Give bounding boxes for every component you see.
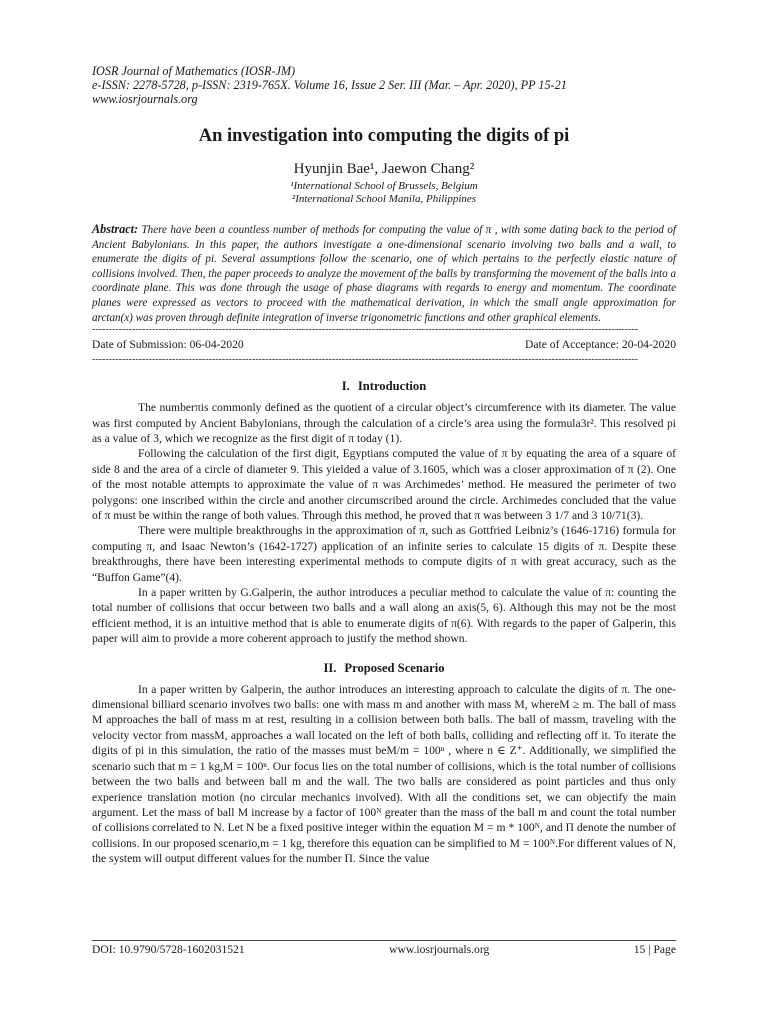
intro-paragraph-1: The numberπis commonly defined as the quotient of a circular object’s circumference with its diameter. The value was first computed by Ancient Babylonians, through the calculation of a circle’s area using the formula3r². This resolved pi as a value of 3, which we recognize as the first digit of π today (1). [92, 401, 676, 445]
abstract-text: There have been a countless number of methods for computing the value of π , with some dating back to the period of Ancient Babylonians. In this paper, the authors investigate a one-dimensional scenario involving two balls and a wall, to enumerate the digits of pi. Several assumptions follow the scenario, one of which pertains to the perfectly elastic nature of collisions involved. Then, the paper proceeds to analyze the movement of the balls by transforming the movement of the balls into a coordinate plane. This was done through the usage of phase diagrams with regards to energy and momentum. The coordinate planes were expressed as vectors to proceed with the mathematical derivation, in which the small angle approximation for arctan(x) was proven through definite integration of inverse trigonometric functions and other graphical elements. [92, 224, 676, 324]
dates-row [92, 338, 676, 352]
section-number: II. [323, 660, 337, 675]
page-footer [92, 940, 676, 956]
section-heading-proposed-scenario [92, 661, 676, 676]
date-submission: Date of Submission: 06-04-2020 [92, 338, 244, 352]
intro-paragraph-4: In a paper written by G.Galperin, the author introduces a peculiar method to calculate the value of π: counting the total number of collisions that occur between two balls and a wall along an axis(5, 6). Although this may not be the most efficient method, it is an intuitive method that is able to enumerate digits of π(6). With regards to the paper of Galperin, this paper will aim to provide a more coherent approach to justify the method shown. [92, 586, 676, 646]
abstract [92, 222, 676, 325]
scenario-paragraph-1: In a paper written by Galperin, the author introduces an interesting approach to calculate the digits of π. The one-dimensional billiard scenario involves two balls: one with mass m and another with mass M, whereM ≥ m. The ball of mass M approaches the ball of mass m at rest, resulting in a collision between both balls. The ball of massm, traveling with the velocity vector from massM, approaches a wall located on the left of both balls, colliding and reflecting off it. To iterate the digits of pi in this simulation, the ratio of the masses must beM/m = 100ⁿ , where n ∈ Z⁺. Additionally, we simplified the scenario such that m = 1 kg,M = 100ⁿ. Our focus lies on the total number of collisions, which is the total number of collisions between the two balls and between ball m and the wall. The two balls are considered as point particles and thus only experience translation motion (no circular mechanics involved). With all the conditions set, we can objectify the main argument. Let the mass of ball M increase by a factor of 100ᴺ greater than the mass of the ball m and count the total number of collisions correlated to N. Let N be a fixed positive integer within the equation M = m * 100ᴺ, and Π denote the number of collisions. In our proposed scenario,m = 1 kg, therefore this equation can be simplified to M = 100ᴺ.For different values of N, the system will output different values for the number Π. Since the value [92, 682, 676, 866]
journal-site: www.iosrjournals.org [92, 92, 198, 106]
divider-bottom: -------------------------------------------------------------------------------------------------------------------------------------------------------------------- [92, 355, 639, 366]
intro-paragraph-3: There were multiple breakthroughs in the approximation of π, such as Gottfried Leibniz’s (1646-1716) formula for computing π, and Isaac Newton’s (1642-1727) application of an infinite series to calculate 15 digits of π. Despite these breakthroughs, there have been interesting experimental methods to compute digits of π with great accuracy, such as the “Buffon Game”(4). [92, 524, 676, 584]
paper-title: An investigation into computing the digits of pi [198, 126, 570, 146]
affiliation-1: ¹International School of Brussels, Belgium [290, 180, 478, 192]
section-title: Introduction [357, 379, 427, 394]
date-acceptance: Date of Acceptance: 20-04-2020 [525, 338, 676, 352]
affiliation-2: ²International School Manila, Philippines [291, 193, 477, 205]
divider-top: -------------------------------------------------------------------------------------------------------------------------------------------------------------------- [92, 325, 639, 336]
issn-line: e-ISSN: 2278-5728, p-ISSN: 2319-765X. Volume 16, Issue 2 Ser. III (Mar. – Apr. 2020), PP 15-21 [92, 78, 567, 92]
footer-page-number: 15 | Page [633, 943, 676, 956]
section-title: Proposed Scenario [344, 660, 445, 675]
intro-paragraph-2: Following the calculation of the first digit, Egyptians computed the value of π by equating the area of a square of side 8 and the area of a circle of diameter 9. This yielded a value of 3.1605, which was a closer approximation of π (2). One of the most notable attempts to approximate the value of π was Archimedes’ method. He measured the perimeter of two polygons: one inscribed within the circle and another circumscribed around the circle. Archimedes concluded that the value of π must be within the range of both values. Through this method, he proved that π was between 3 1/7 and 3 10/71(3). [92, 447, 676, 522]
section-number: I. [341, 379, 350, 394]
journal-header [92, 64, 676, 106]
footer-doi: DOI: 10.9790/5728-1602031521 [92, 943, 245, 956]
abstract-label: Abstract: [92, 222, 139, 236]
paper-page [92, 64, 676, 867]
footer-site: www.iosrjournals.org [389, 943, 490, 956]
affiliations [92, 180, 676, 206]
section-heading-introduction [92, 379, 676, 394]
authors: Hyunjin Bae¹, Jaewon Chang² [293, 161, 475, 177]
journal-name: IOSR Journal of Mathematics (IOSR-JM) [92, 64, 296, 78]
